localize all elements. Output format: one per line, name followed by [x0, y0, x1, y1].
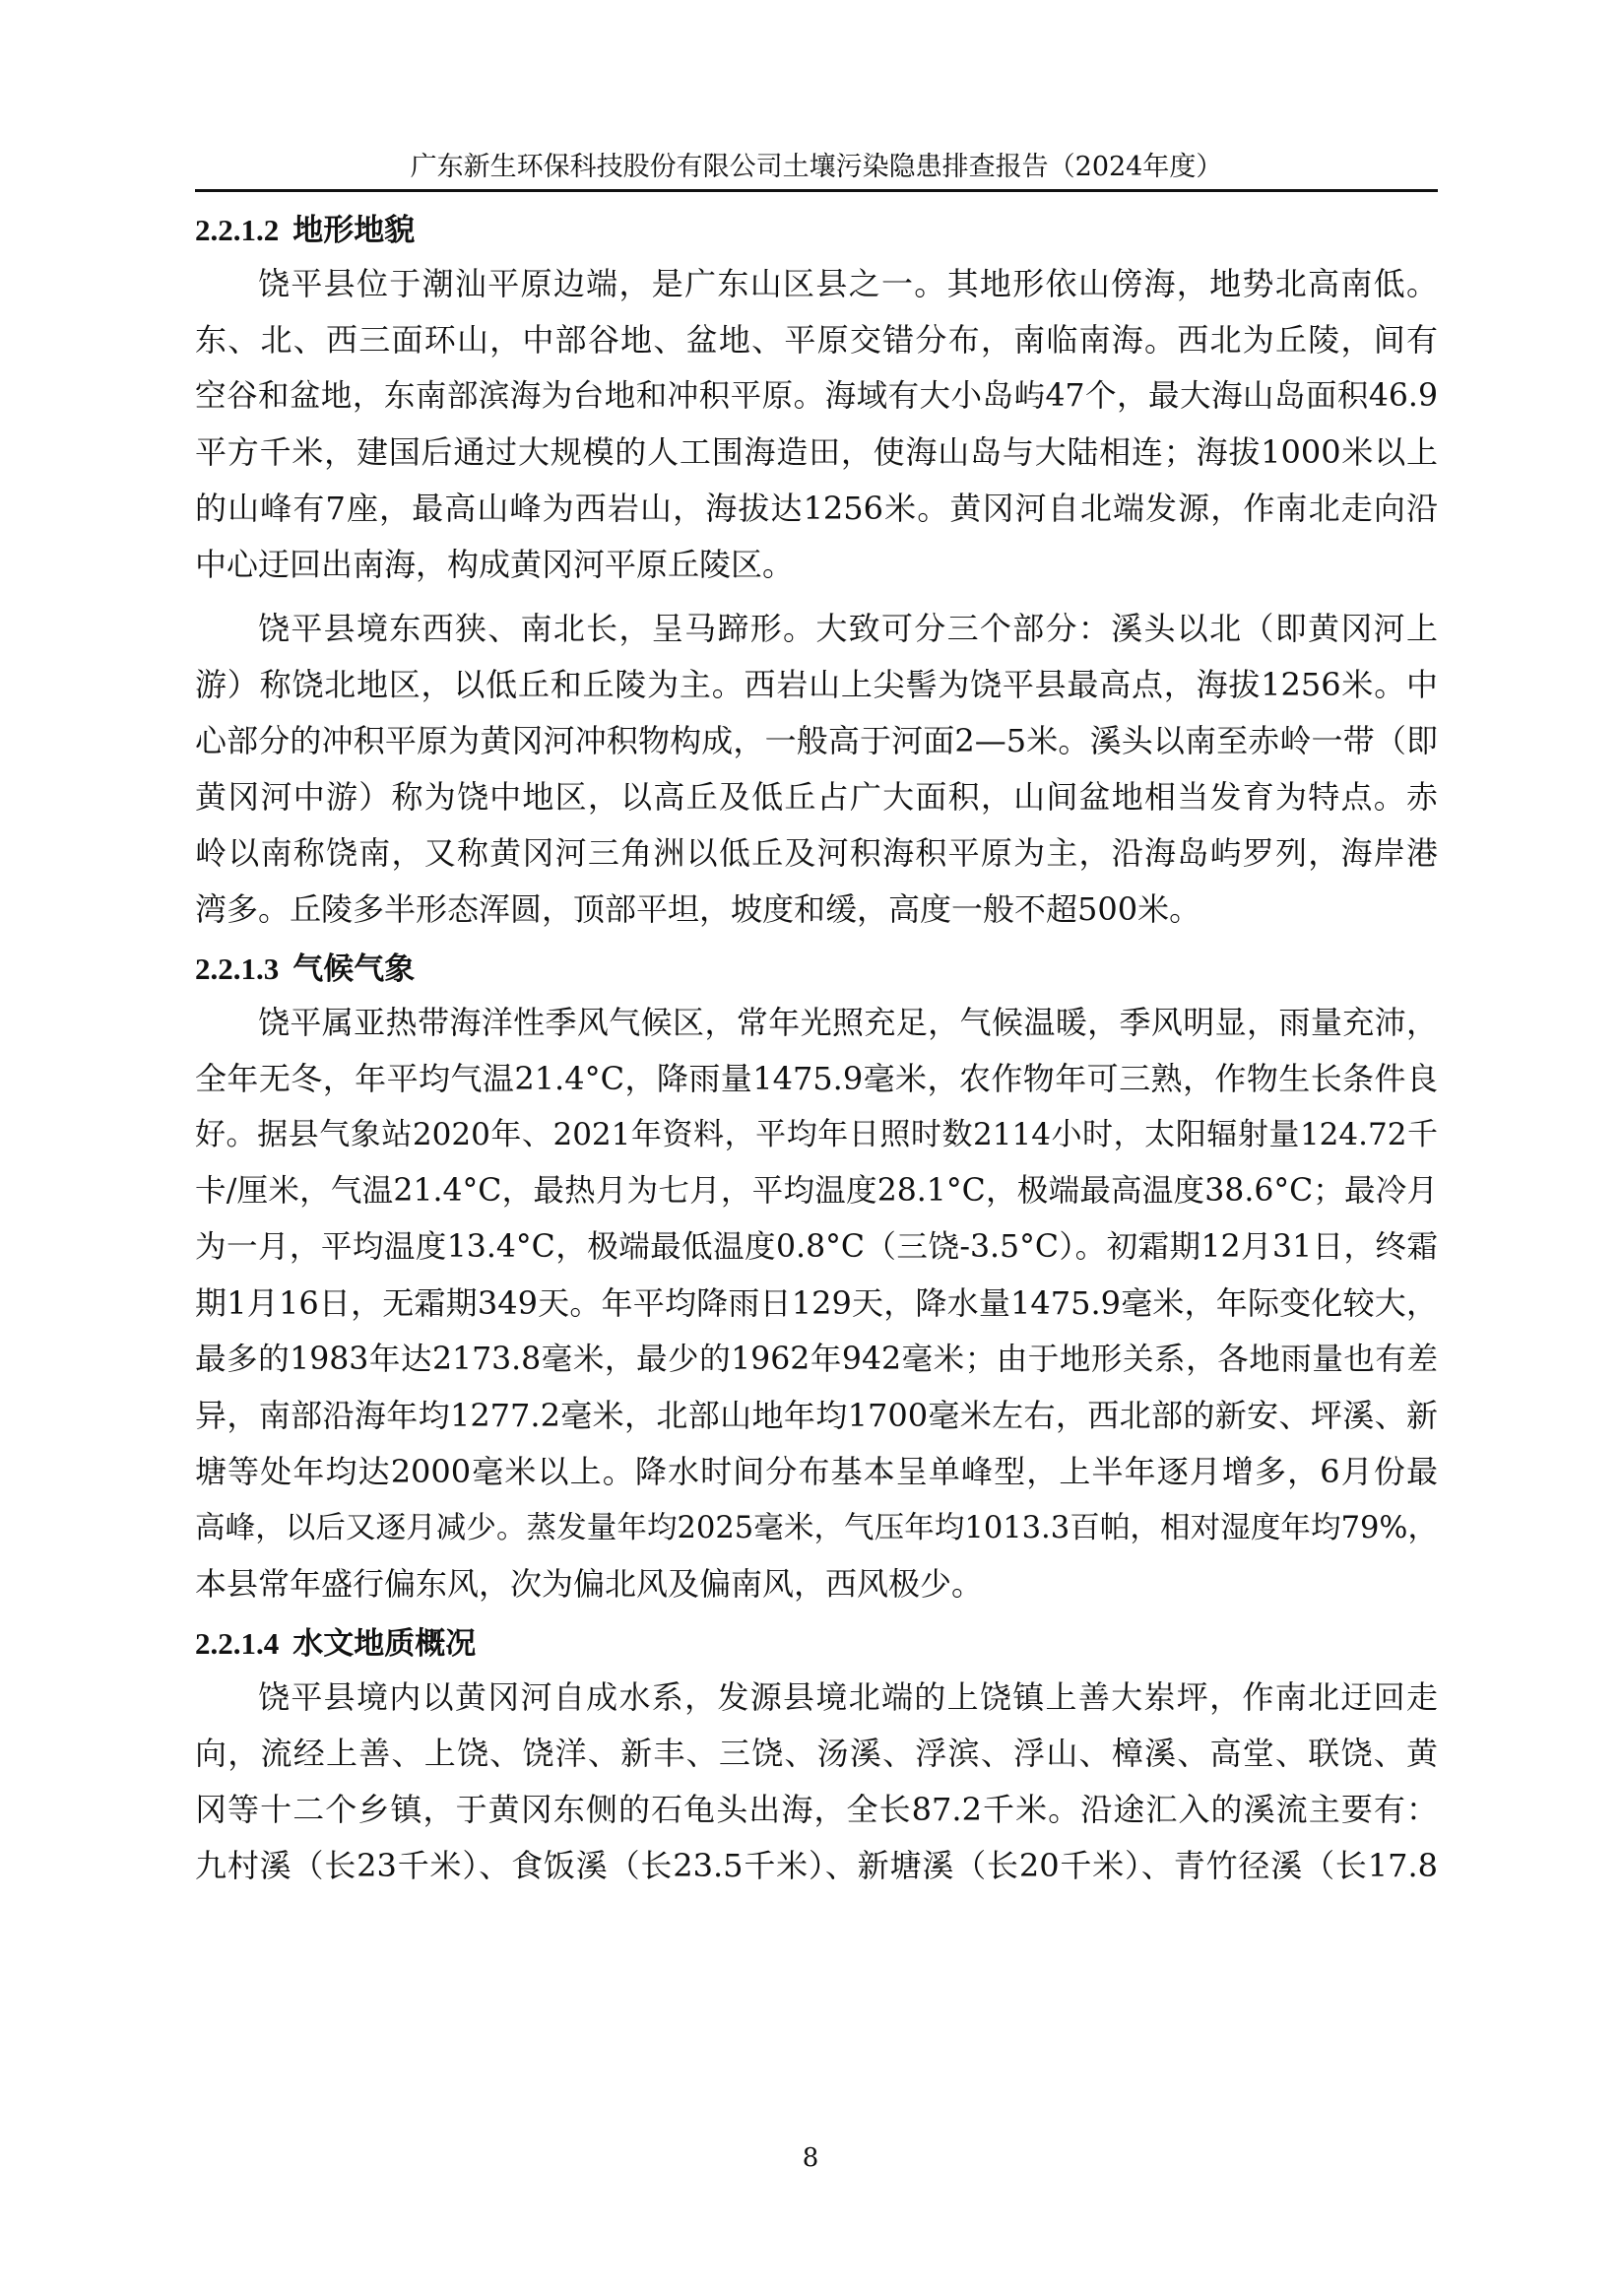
text-line: 最多的1983年达2173.8毫米，最少的1962年942毫米；由于地形关系，各地雨量也有差 — [195, 1342, 1438, 1377]
text-line: 卡/厘米，气温21.4°C，最热月为七月，平均温度28.1°C，极端最高温度38.6°C；最冷月 — [195, 1173, 1438, 1209]
text-line: 中心迂回出南海，构成黄冈河平原丘陵区。 — [195, 546, 795, 583]
text-line: 岭以南称饶南，又称黄冈河三角洲以低丘及河积海积平原为主，沿海岛屿罗列，海岸港 — [195, 834, 1438, 872]
text-line: 东、北、西三面环山，中部谷地、盆地、平原交错分布，南临南海。西北为丘陵，间有 — [195, 321, 1438, 359]
section-title: 地形地貌 — [292, 213, 416, 248]
header-divider — [195, 189, 1438, 192]
text-line: 平方千米，建国后通过大规模的人工围海造田，使海山岛与大陆相连；海拔1000米以上 — [195, 433, 1438, 471]
text-line: 好。据县气象站2020年、2021年资料，平均年日照时数2114小时，太阳辐射量124.72千 — [195, 1117, 1438, 1152]
page-number: 8 — [802, 2143, 819, 2173]
text-line: 冈等十二个乡镇，于黄冈东侧的石龟头出海，全长87.2千米。沿途汇入的溪流主要有： — [195, 1791, 1438, 1828]
page-content — [195, 205, 1438, 1894]
text-line: 塘等处年均达2000毫米以上。降水时间分布基本呈单峰型，上半年逐月增多，6月份最 — [195, 1453, 1438, 1490]
text-line: 空谷和盆地，东南部滨海为台地和冲积平原。海域有大小岛屿47个，最大海山岛面积46.9 — [195, 378, 1438, 414]
text-line: 饶平县境内以黄冈河自成水系，发源县境北端的上饶镇上善大岽坪，作南北迂回走 — [258, 1678, 1438, 1716]
paragraph — [195, 256, 1438, 593]
text-line: 心部分的冲积平原为黄冈河冲积物构成，一般高于河面2—5米。溪头以南至赤岭一带（即 — [195, 722, 1438, 759]
text-line: 游）称饶北地区，以低丘和丘陵为主。西岩山上尖髻为饶平县最高点，海拔1256米。中 — [195, 666, 1438, 703]
text-line: 饶平县境东西狭、南北长，呈马蹄形。大致可分三个部分：溪头以北（即黄冈河上 — [258, 610, 1438, 647]
text-line: 期1月16日，无霜期349天。年平均降雨日129天，降水量1475.9毫米，年际变化较大， — [195, 1284, 1438, 1322]
text-line: 向，流经上善、上饶、饶洋、新丰、三饶、汤溪、浮滨、浮山、樟溪、高堂、联饶、黄 — [195, 1735, 1438, 1772]
text-line: 的山峰有7座，最高山峰为西岩山，海拔达1256米。黄冈河自北端发源，作南北走向沿 — [195, 490, 1438, 527]
running-header: 广东新生环保科技股份有限公司土壤污染隐患排查报告（2024年度） — [410, 152, 1223, 182]
text-line: 全年无冬，年平均气温21.4°C，降雨量1475.9毫米，农作物年可三熟，作物生长条件良 — [195, 1060, 1438, 1097]
paragraph — [195, 1670, 1438, 1894]
section-number: 2.2.1.3 — [195, 951, 280, 986]
text-line: 异，南部沿海年均1277.2毫米，北部山地年均1700毫米左右，西北部的新安、坪溪、新 — [195, 1397, 1438, 1434]
section-number: 2.2.1.4 — [195, 1626, 280, 1661]
section-title: 气候气象 — [292, 951, 416, 987]
text-line: 本县常年盛行偏东风，次为偏北风及偏南风，西风极少。 — [195, 1565, 984, 1603]
section-heading — [195, 944, 1438, 995]
section-heading — [195, 205, 1438, 256]
text-line: 饶平县位于潮汕平原边端，是广东山区县之一。其地形依山傍海，地势北高南低。 — [258, 265, 1438, 302]
paragraph — [195, 995, 1438, 1612]
section-title: 水文地质概况 — [292, 1626, 477, 1662]
paragraph — [195, 601, 1438, 938]
section-number: 2.2.1.2 — [195, 213, 280, 247]
text-line: 九村溪（长23千米）、食饭溪（长23.5千米）、新塘溪（长20千米）、青竹径溪（长17.8 — [195, 1847, 1438, 1884]
text-line: 为一月，平均温度13.4°C，极端最低温度0.8°C（三饶-3.5°C）。初霜期12月31日，终霜 — [195, 1229, 1438, 1265]
text-line: 湾多。丘陵多半形态浑圆，顶部平坦，坡度和缓，高度一般不超500米。 — [195, 890, 1201, 928]
text-line: 饶平属亚热带海洋性季风气候区，常年光照充足，气候温暖，季风明显，雨量充沛， — [258, 1004, 1438, 1041]
text-line: 高峰，以后又逐月减少。蒸发量年均2025毫米，气压年均1013.3百帕，相对湿度年均79%， — [195, 1511, 1438, 1545]
section-heading — [195, 1618, 1438, 1670]
text-line: 黄冈河中游）称为饶中地区，以高丘及低丘占广大面积，山间盆地相当发育为特点。赤 — [195, 778, 1438, 816]
